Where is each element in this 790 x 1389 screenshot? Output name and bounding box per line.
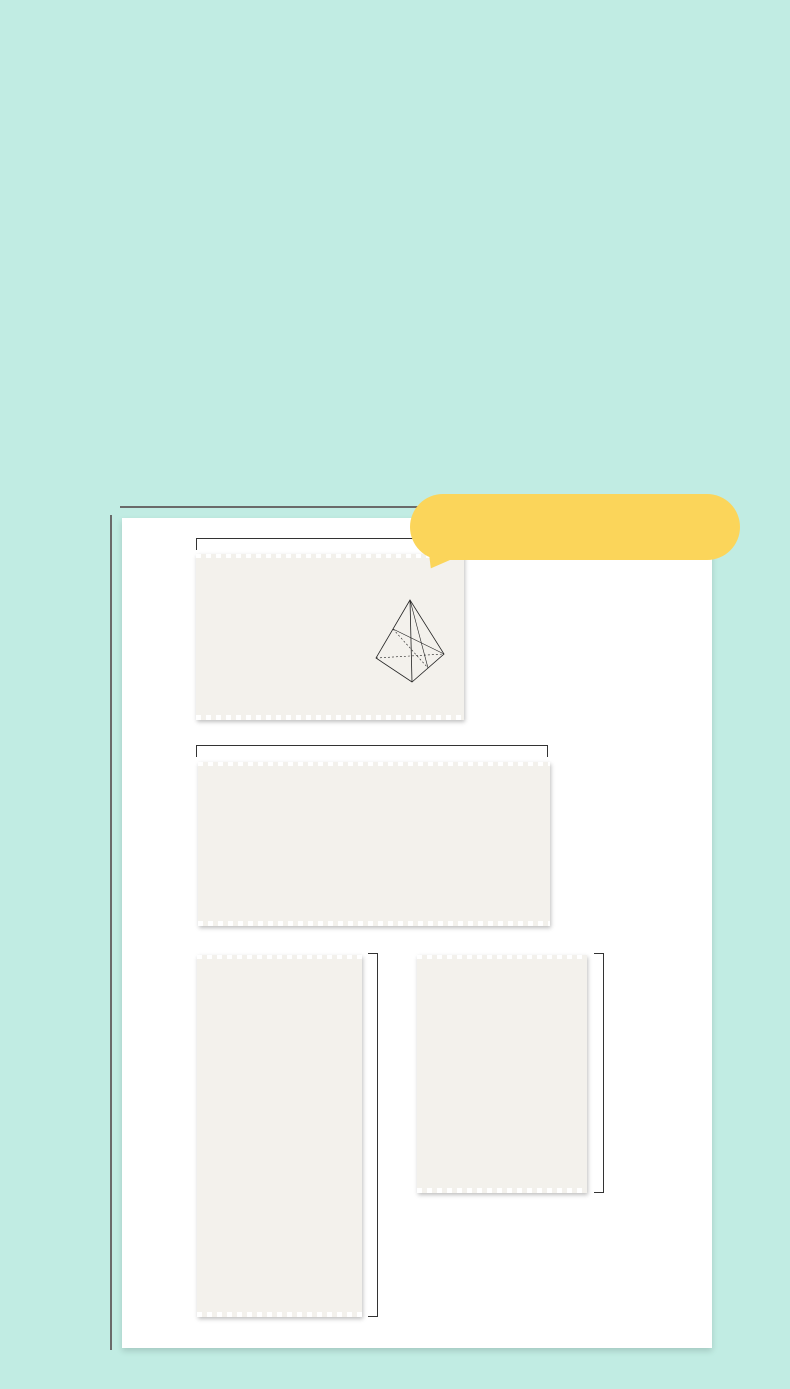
tetrahedron-diagram-icon bbox=[370, 596, 448, 686]
math-geometry-card bbox=[196, 554, 464, 720]
bracket-top-1 bbox=[196, 538, 446, 550]
poem-reading-card bbox=[198, 762, 550, 926]
left-ruler bbox=[70, 515, 112, 1350]
bracket-right-4 bbox=[594, 953, 604, 1193]
function-problem-card bbox=[417, 955, 587, 1193]
english-reading-card bbox=[197, 955, 362, 1317]
bracket-top-2 bbox=[196, 745, 548, 757]
no-cut-badge bbox=[410, 494, 740, 560]
bracket-right-3 bbox=[368, 953, 378, 1317]
